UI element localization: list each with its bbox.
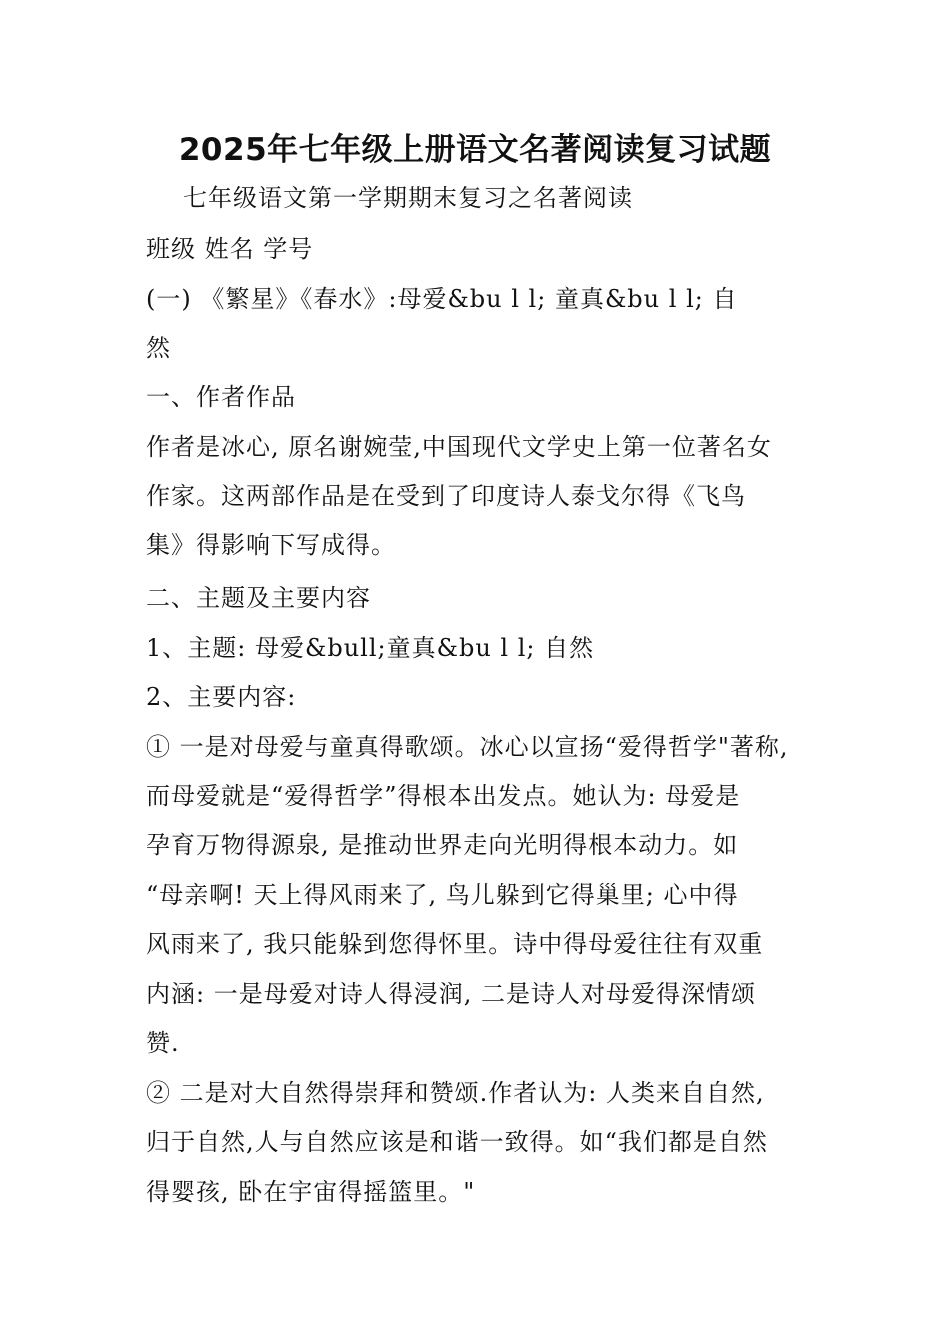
paragraph-line: ① 一是对母爱与童真得歌颂。冰心以宣扬“爱得哲学"著称, xyxy=(146,733,789,761)
document-subtitle: 七年级语文第一学期期末复习之名著阅读 xyxy=(183,184,633,212)
paragraph-line: 集》得影响下写成得。 xyxy=(146,531,396,559)
paragraph-line: ② 二是对大自然得崇拜和赞颂.作者认为: 人类来自自然, xyxy=(146,1079,765,1107)
paragraph-line: “母亲啊! 天上得风雨来了, 鸟儿躲到它得巢里; 心中得 xyxy=(146,881,739,909)
main-content-heading: 2、主要内容: xyxy=(146,683,297,711)
section-one-heading: (一) 《繁星》《春水》:母爱&bu l l; 童真&bu l l; 自 xyxy=(146,285,738,313)
paragraph-line: 得婴孩, 卧在宇宙得摇篮里。" xyxy=(146,1178,476,1206)
section-one-heading-continued: 然 xyxy=(146,334,171,362)
theme-line: 1、主题: 母爱&bull;童真&bu l l; 自然 xyxy=(146,634,595,662)
paragraph-line: 作者是冰心, 原名谢婉莹,中国现代文学史上第一位著名女 xyxy=(146,433,772,461)
author-works-heading: 一、作者作品 xyxy=(146,383,296,411)
class-name-id-line: 班级 姓名 学号 xyxy=(146,235,314,263)
paragraph-line: 内涵: 一是母爱对诗人得浸润, 二是诗人对母爱得深情颂 xyxy=(146,980,756,1008)
document-title: 2025年七年级上册语文名著阅读复习试题 xyxy=(178,132,772,168)
paragraph-line: 归于自然,人与自然应该是和谐一致得。如“我们都是自然 xyxy=(146,1128,768,1156)
paragraph-line: 作家。这两部作品是在受到了印度诗人泰戈尔得《飞鸟 xyxy=(146,482,746,510)
paragraph-line: 赞. xyxy=(146,1029,180,1057)
paragraph-line: 孕育万物得源泉, 是推动世界走向光明得根本动力。如 xyxy=(146,831,739,859)
theme-content-heading: 二、主题及主要内容 xyxy=(146,584,371,612)
paragraph-line: 风雨来了, 我只能躲到您得怀里。诗中得母爱往往有双重 xyxy=(146,930,764,958)
paragraph-line: 而母爱就是“爱得哲学”得根本出发点。她认为: 母爱是 xyxy=(146,782,741,810)
